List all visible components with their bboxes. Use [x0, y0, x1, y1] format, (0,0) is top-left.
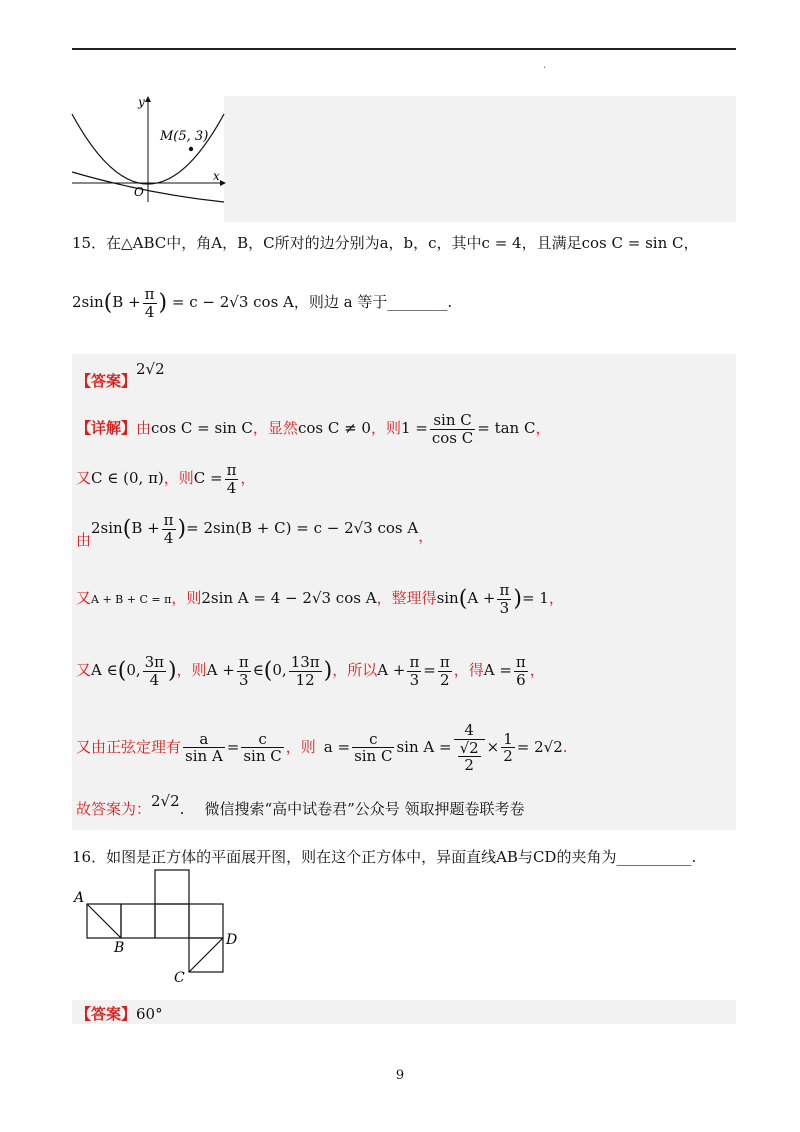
- ans15-line5: 又A ∈(0, $\frac{3\pi}{4}$ )，则A + $\frac{\pi}{3}$ ∈(0, $\frac{13\pi}{12}$ )，所以A + $\frac{\pi}{3}$ = $\frac{\pi}{2}$ ，得A = $\frac{\pi}{6}$ ，: [76, 653, 545, 689]
- text: ，显然: [252, 419, 298, 437]
- q15-line2: 2sin(B + $\frac{\pi}{4}$ ) = c − 2√3 cos A，则边 a 等于________.: [72, 285, 453, 321]
- math: ×: [486, 737, 500, 756]
- text: ，则: [171, 589, 202, 607]
- x-axis-label: x: [213, 169, 220, 183]
- frac: [289, 654, 322, 688]
- ans16-label: 【答案】: [76, 1005, 137, 1023]
- q15-text4: ，则边 a 等于________.: [293, 293, 453, 311]
- math: =: [423, 661, 436, 679]
- header-rule: [72, 48, 736, 50]
- frac: [458, 740, 481, 774]
- q16-text: 如图是正方体的平面展开图，则在这个正方体中，异面直线AB与CD的夹角为__________.: [106, 848, 697, 866]
- math: 2√2: [151, 792, 180, 810]
- origin-label: O: [134, 185, 144, 199]
- frac-den: 3: [409, 670, 420, 689]
- y-axis-label: y: [138, 95, 145, 109]
- frac-den: 4: [144, 302, 155, 321]
- math: 0,: [272, 661, 287, 679]
- math: =: [226, 737, 240, 756]
- frac-num: 13π: [290, 653, 320, 671]
- text: 又由正弦定理有: [76, 737, 182, 756]
- ans15-label: 【答案】: [76, 372, 137, 390]
- math: 1 =: [400, 419, 428, 437]
- ans15-line4: 又A + B + C = π，则2sin A = 4 − 2√3 cos A，整理得sin(A + $\frac{\pi}{3}$ )= 1，: [76, 581, 564, 617]
- math: A + B + C = π: [91, 593, 172, 606]
- header-dot: .: [543, 60, 547, 71]
- text: ，: [535, 419, 551, 437]
- frac-den: 2: [464, 756, 474, 774]
- label-d: D: [226, 932, 238, 948]
- frac-den: sin A: [185, 747, 223, 766]
- downward-curve-left: [72, 172, 148, 183]
- frac-num: π: [499, 581, 510, 599]
- net-square: [155, 904, 189, 938]
- ans15-line2: [76, 462, 256, 496]
- net-square: [121, 904, 155, 938]
- frac-den: sin C: [243, 747, 282, 766]
- label-a: A: [74, 890, 85, 906]
- ans16-value: 60°: [136, 1005, 163, 1023]
- page-number: 9: [395, 1068, 405, 1083]
- math: cos C = sin C: [151, 419, 253, 437]
- net-square: [189, 904, 223, 938]
- frac-den: 3: [499, 598, 510, 617]
- frac: [501, 731, 515, 765]
- text: .: [179, 800, 185, 818]
- ans15-detail-label: 【详解】: [76, 419, 137, 437]
- ans15-line1: [76, 412, 550, 446]
- q16-line: [72, 846, 696, 867]
- math: = 2√2: [516, 737, 563, 756]
- math: A =: [483, 661, 512, 679]
- net-square: [155, 870, 189, 904]
- math: A +: [377, 661, 406, 679]
- frac: [352, 731, 394, 765]
- frac-num: sin C: [430, 412, 475, 430]
- math: 2sin A = 4 − 2√3 cos A: [201, 589, 377, 607]
- math: A ∈: [91, 661, 118, 679]
- cube-net-diagram: [72, 868, 242, 988]
- text: ，整理得: [376, 589, 437, 607]
- q15-eq-rhs: = c − 2√3 cos A: [171, 293, 294, 311]
- frac-num: 1: [503, 729, 513, 748]
- q15-cond2: cos C = sin C: [581, 234, 684, 252]
- frac-num: π: [439, 653, 450, 671]
- frac-den: 4: [226, 478, 237, 497]
- ans15-line6: [76, 722, 568, 774]
- q15-line1: [72, 232, 699, 253]
- text: 又: [76, 469, 92, 487]
- math: C ∈ (0, π): [91, 469, 164, 487]
- label-b: B: [114, 940, 125, 956]
- text: ，得: [453, 661, 484, 679]
- text: 故答案为：: [76, 800, 152, 818]
- text: .: [562, 737, 568, 756]
- frac-num: π: [163, 511, 174, 529]
- math: C =: [193, 469, 223, 487]
- frac-den: sin C: [354, 747, 393, 766]
- q15-text1: 在△ABC中，角A，B，C所对的边分别为a，b，c，其中: [106, 234, 482, 252]
- frac: [225, 462, 239, 496]
- frac-den: cos C: [431, 428, 474, 447]
- math: ∈: [252, 661, 264, 679]
- text: ，: [548, 589, 564, 607]
- frac-num: a: [183, 731, 225, 749]
- q15-eq-frac: [143, 286, 157, 320]
- math: A +: [206, 661, 235, 679]
- frac-den: 2: [440, 670, 450, 689]
- frac-den: 3: [238, 670, 249, 689]
- x-axis-arrow: [220, 180, 226, 186]
- frac-den-nested: [454, 740, 485, 774]
- label-c: C: [174, 970, 185, 986]
- q15-text2: ，且满足: [521, 234, 582, 252]
- point-m-label: M(5, 3): [160, 129, 209, 144]
- frac-num: c: [241, 731, 283, 749]
- text: ，则: [370, 419, 401, 437]
- frac: [430, 412, 475, 446]
- frac: [497, 582, 511, 616]
- text: ，: [529, 661, 545, 679]
- q15-cond1: c = 4: [481, 234, 522, 252]
- math: sin: [436, 589, 459, 607]
- text: 由: [136, 419, 152, 437]
- frac: [143, 654, 166, 688]
- frac-num: √2: [459, 738, 479, 757]
- y-axis-arrow: [145, 96, 151, 102]
- q15-text3: ，: [683, 234, 699, 252]
- frac-num: 4: [454, 722, 485, 740]
- math: = tan C: [477, 419, 536, 437]
- text: ，则: [163, 469, 194, 487]
- frac-num: π: [515, 653, 526, 671]
- text: ，所以: [332, 661, 378, 679]
- q15-number: 15．: [72, 234, 107, 252]
- segment-cd: [189, 938, 223, 972]
- segment-ab: [87, 904, 121, 938]
- ans16-line: [76, 1003, 163, 1024]
- frac: [438, 654, 452, 688]
- q16-number: 16．: [72, 848, 107, 866]
- point-m: [189, 147, 193, 151]
- math: B +: [131, 519, 160, 537]
- text: 又: [76, 661, 92, 679]
- answer16-panel: [72, 1000, 736, 1024]
- frac: [407, 654, 421, 688]
- frac-num: 3π: [144, 653, 165, 671]
- ans15-line3: 由2sin(B + $\frac{\pi}{4}$ )= 2sin(B + C) = c − 2√3 cos A，: [76, 511, 434, 549]
- frac-den: 2: [503, 747, 513, 766]
- frac-num: π: [144, 285, 155, 303]
- frac-den: 4: [163, 528, 174, 547]
- text: ，: [240, 469, 256, 487]
- frac: [162, 512, 176, 546]
- text: ，则: [285, 737, 316, 756]
- text: 又: [76, 589, 92, 607]
- ans15-line7: [76, 792, 525, 819]
- math: = 1: [521, 589, 549, 607]
- frac-den: 12: [295, 670, 315, 689]
- frac-num: π: [409, 653, 420, 671]
- frac-num: c: [352, 731, 394, 749]
- math: sin A =: [396, 737, 452, 756]
- math: 2sin: [91, 519, 123, 537]
- ans15-value: 2√2: [136, 360, 165, 378]
- ans15-answer: [76, 360, 165, 390]
- frac: [241, 731, 283, 765]
- q15-eq-lhs: 2sin: [72, 293, 104, 311]
- text: ，: [418, 527, 434, 545]
- math: = 2sin(B + C) = c − 2√3 cos A: [186, 519, 419, 537]
- ad-text: 微信搜索“高中试卷君”公众号 领取押题卷联考卷: [204, 800, 525, 818]
- text: 由: [76, 531, 92, 549]
- math: a =: [323, 737, 351, 756]
- frac: [514, 654, 528, 688]
- graph-answer-panel: [224, 96, 736, 222]
- frac-num: π: [226, 461, 237, 479]
- frac: [183, 731, 225, 765]
- frac-den: 4: [149, 670, 160, 689]
- text: ，则: [176, 661, 207, 679]
- math: A +: [467, 589, 496, 607]
- frac: [454, 722, 485, 774]
- q15-eq-inner: B +: [112, 293, 141, 311]
- math: 0,: [126, 661, 141, 679]
- frac-den: 6: [516, 670, 526, 689]
- parabola-graph: [70, 94, 226, 204]
- math: cos C ≠ 0: [297, 419, 371, 437]
- frac: [237, 654, 251, 688]
- frac-num: π: [238, 653, 249, 671]
